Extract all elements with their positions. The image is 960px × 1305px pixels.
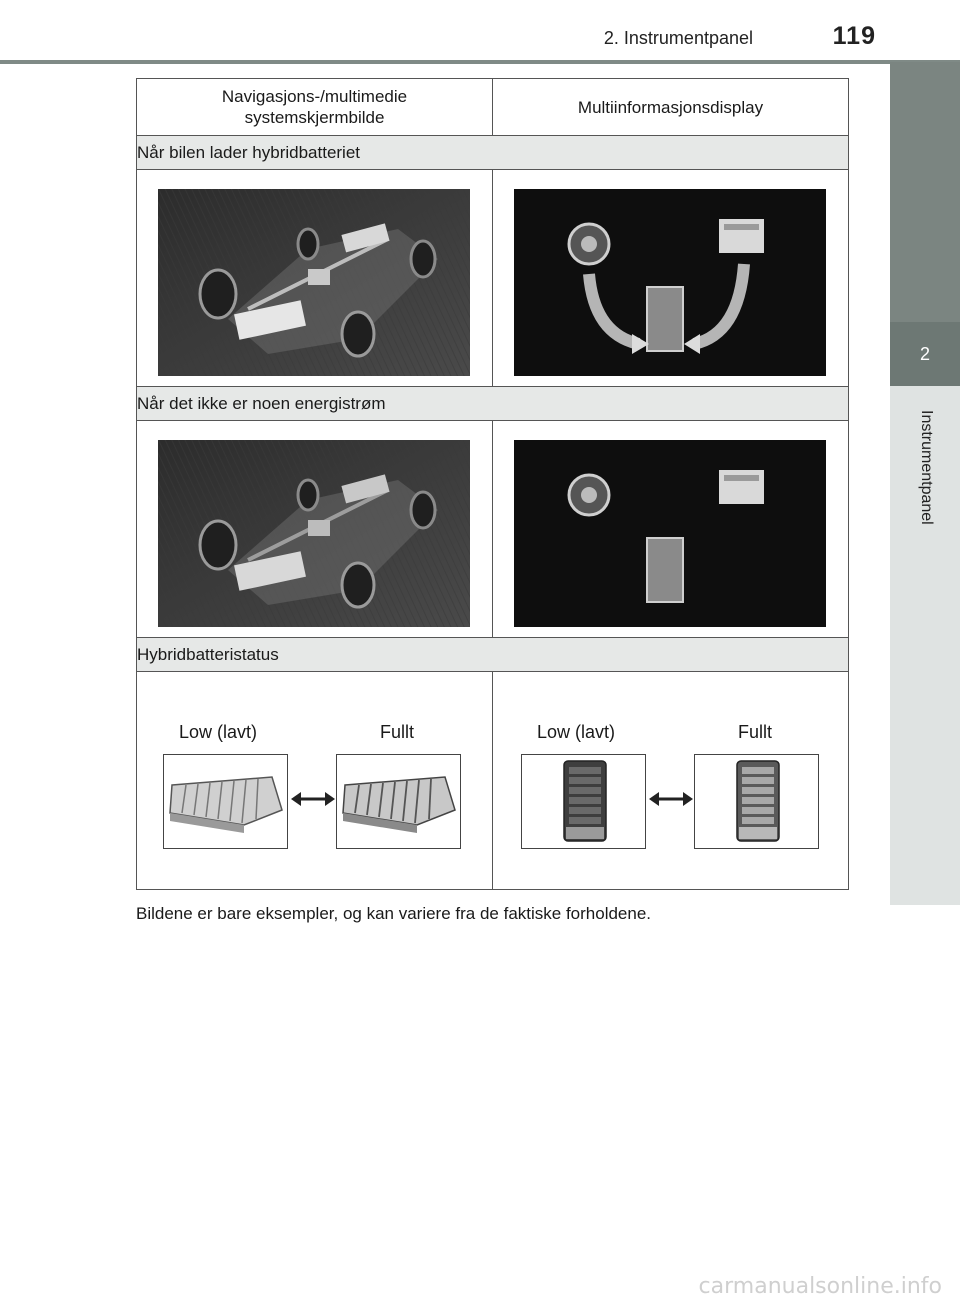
watermark: carmanualsonline.info [698,1274,942,1299]
section-label-charging: Når bilen lader hybridbatteriet [137,136,849,170]
side-tab-upper [890,62,960,322]
multi-info-battery-status-cell [493,672,849,890]
double-arrow-icon [649,784,693,814]
battery-full-display-image [694,754,819,849]
column-header-multi-info: Multiinformasjonsdisplay [493,79,849,136]
full-label: Fullt [738,722,773,742]
footnote: Bildene er bare eksempler, og kan variere fra de faktiske forholdene. [136,904,652,923]
battery-full-image [336,754,461,849]
multi-info-image-cell [493,170,849,387]
battery-low-image [163,754,288,849]
chapter-number: 2 [919,343,930,364]
energy-monitor-table [136,78,849,890]
header-title: 2. Instrumentpanel [603,28,753,48]
multi-info-image-cell [493,421,849,638]
full-label: Fullt [380,722,415,742]
section-label-battery-status: Hybridbatteristatus [137,638,849,672]
column-header-navigation: Navigasjons-/multimedie systemskjermbilde [137,79,493,136]
chassis-charging-image [158,189,470,376]
section-label-no-flow: Når det ikke er noen energistrøm [137,387,849,421]
chassis-idle-image [158,440,470,627]
low-label: Low (lavt) [179,722,258,742]
chapter-title: Instrumentpanel [918,410,935,525]
battery-low-display-image [521,754,646,849]
nav-battery-status-cell [137,672,493,890]
page-number: 119 [832,22,876,50]
nav-image-cell [137,170,493,387]
header-rule [0,60,960,64]
low-label: Low (lavt) [537,722,616,742]
nav-image-cell [137,421,493,638]
double-arrow-icon [291,784,335,814]
energy-flow-idle-image [514,440,826,627]
chapter-number-tab[interactable] [890,322,960,386]
energy-flow-charging-image [514,189,826,376]
